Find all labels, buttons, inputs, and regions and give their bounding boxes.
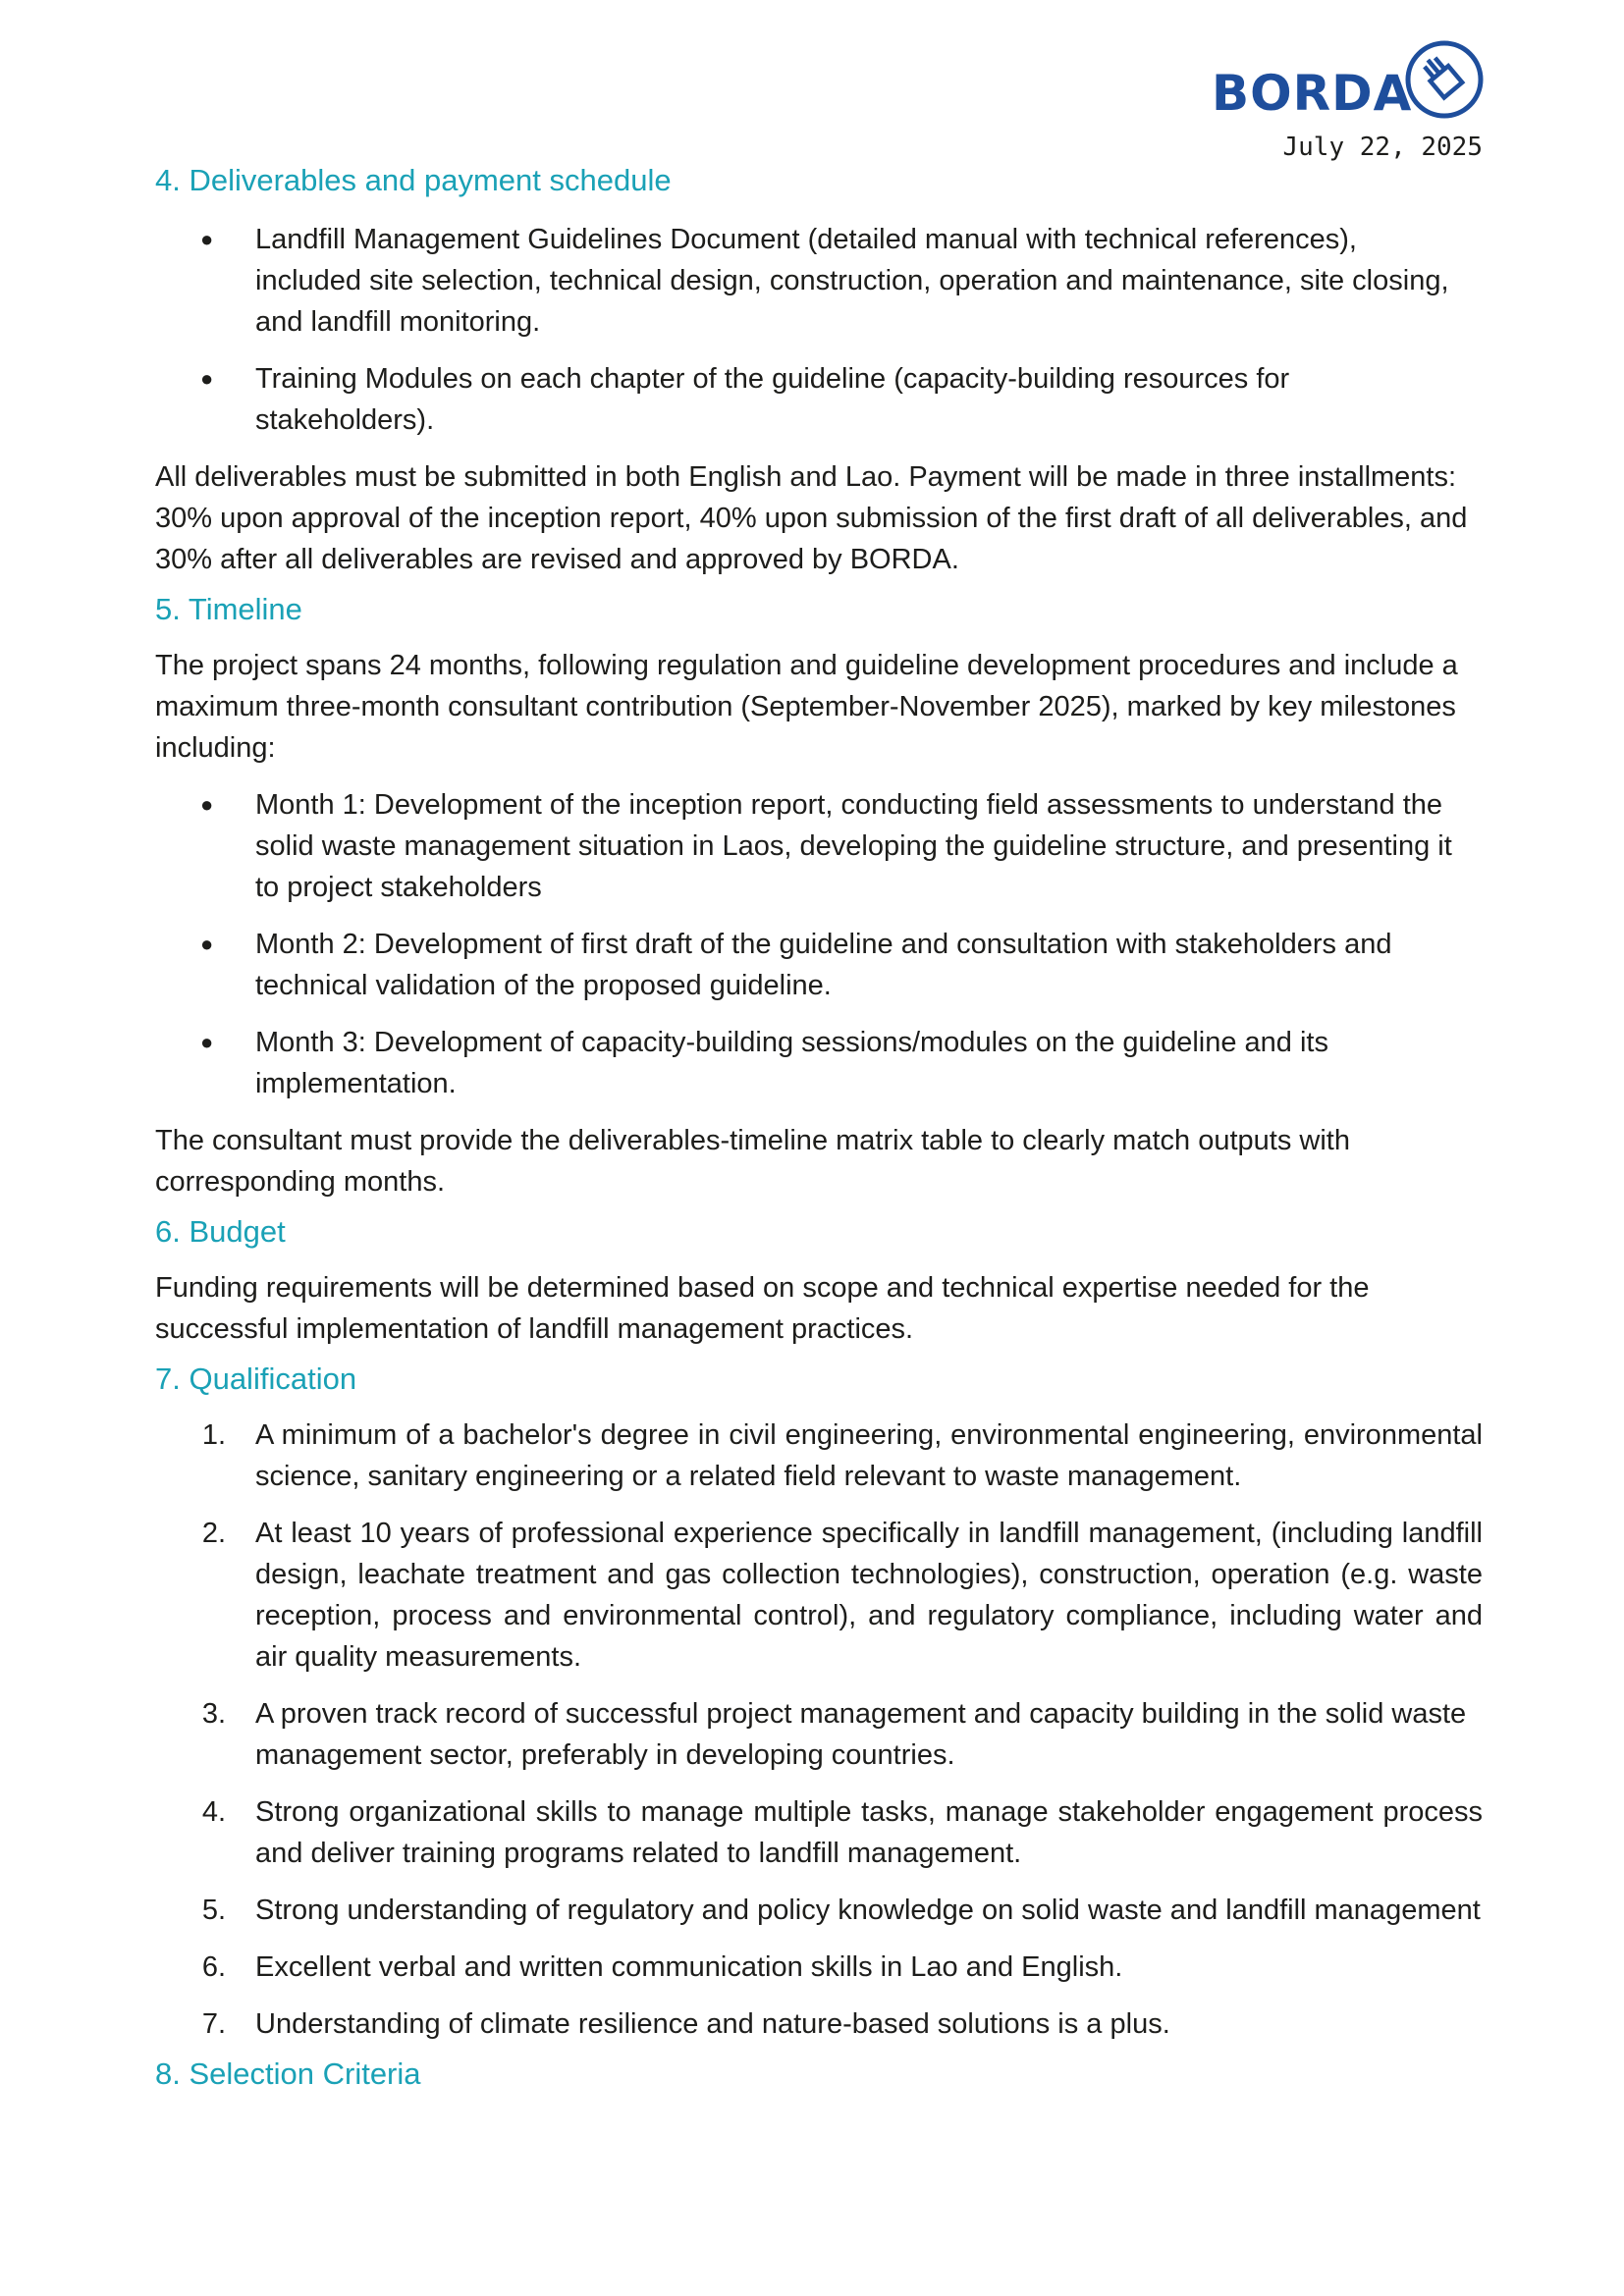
section-heading-budget: 6. Budget xyxy=(155,1214,286,1249)
list-item xyxy=(155,1513,1483,1678)
list-item xyxy=(155,1947,1483,1988)
list-item-text: Month 2: Development of first draft of the guideline and consultation with stakeholders and technical validation of the proposed guideline. xyxy=(255,929,1392,1001)
payment-paragraph: All deliverables must be submitted in both English and Lao. Payment will be made in three installments: 30% upon approval of the inception report, 40% upon submission of the first draft of all deliverables, and 30% after all deliverables are revised and approved by BORDA. xyxy=(155,461,1468,575)
bullet-icon: ● xyxy=(200,932,214,956)
list-item-number: 4. xyxy=(201,1796,226,1828)
list-item-number: 2. xyxy=(201,1518,226,1549)
deliverables-list xyxy=(155,219,1483,441)
list-item xyxy=(155,1415,1483,1497)
list-item-number: 1. xyxy=(201,1419,226,1451)
list-item-text: Month 1: Development of the inception report, conducting field assessments to understand the solid waste management situation in Laos, developing the guideline structure, and presenting it to project stakeholders xyxy=(255,789,1452,903)
list-item-text: Strong understanding of regulatory and policy knowledge on solid waste and landfill management xyxy=(255,1895,1481,1926)
list-item-text: A minimum of a bachelor's degree in civil engineering, environmental engineering, environmental science, sanitary engineering or a related field relevant to waste management. xyxy=(255,1419,1483,1492)
list-item-text: Understanding of climate resilience and nature-based solutions is a plus. xyxy=(255,2008,1170,2040)
list-item xyxy=(155,2003,1483,2045)
document-body xyxy=(155,161,1483,2094)
list-item xyxy=(155,1791,1483,1874)
timeline-intro: The project spans 24 months, following regulation and guideline development procedures and include a maximum three-month consultant contribution (September-November 2025), marked by key milestones including: xyxy=(155,650,1458,764)
document-date: July 22, 2025 xyxy=(1282,133,1483,162)
list-item-text: Strong organizational skills to manage multiple tasks, manage stakeholder engagement process and deliver training programs related to landfill management. xyxy=(255,1796,1483,1869)
list-item xyxy=(155,784,1483,908)
list-item-text: Excellent verbal and written communication skills in Lao and English. xyxy=(255,1951,1123,1983)
list-item xyxy=(155,358,1483,441)
budget-paragraph: Funding requirements will be determined based on scope and technical expertise needed for the successful implementation of landfill management practices. xyxy=(155,1272,1370,1345)
logo-text: BORDA xyxy=(1212,65,1413,122)
list-item xyxy=(155,1022,1483,1104)
list-item xyxy=(155,1890,1483,1931)
qualification-list xyxy=(155,1415,1483,2045)
bullet-icon: ● xyxy=(200,366,214,391)
list-item-text: Landfill Management Guidelines Document (detailed manual with technical references), included site selection, technical design, construction, operation and maintenance, site closing, and landfill monitoring. xyxy=(255,224,1449,338)
borda-logo xyxy=(1212,39,1487,124)
list-item-number: 3. xyxy=(201,1698,226,1730)
bullet-icon: ● xyxy=(200,1030,214,1054)
list-item xyxy=(155,1693,1483,1776)
timeline-closing: The consultant must provide the deliverables-timeline matrix table to clearly match outputs with corresponding months. xyxy=(155,1125,1350,1198)
borda-emblem-icon xyxy=(1404,39,1485,120)
list-item xyxy=(155,924,1483,1006)
section-heading-qualification: 7. Qualification xyxy=(155,1362,357,1396)
list-item-text: A proven track record of successful project management and capacity building in the solid waste management sector, preferably in developing countries. xyxy=(255,1698,1467,1771)
section-heading-deliverables: 4. Deliverables and payment schedule xyxy=(155,163,672,197)
list-item-number: 5. xyxy=(201,1895,226,1926)
section-heading-selection-criteria: 8. Selection Criteria xyxy=(155,2056,421,2091)
bullet-icon: ● xyxy=(200,227,214,251)
list-item-number: 7. xyxy=(201,2008,226,2040)
list-item-text: Month 3: Development of capacity-building sessions/modules on the guideline and its implementation. xyxy=(255,1027,1328,1099)
list-item xyxy=(155,219,1483,343)
milestones-list xyxy=(155,784,1483,1104)
list-item-text: At least 10 years of professional experience specifically in landfill management, (including landfill design, leachate treatment and gas collection technologies), construction, operation (e.g. waste reception, process and environmental control), and regulatory compliance, including water and air quality measurements. xyxy=(255,1518,1483,1673)
list-item-text: Training Modules on each chapter of the guideline (capacity-building resources for stakeholders). xyxy=(255,363,1290,436)
bullet-icon: ● xyxy=(200,792,214,817)
section-heading-timeline: 5. Timeline xyxy=(155,592,302,626)
list-item-number: 6. xyxy=(201,1951,226,1983)
